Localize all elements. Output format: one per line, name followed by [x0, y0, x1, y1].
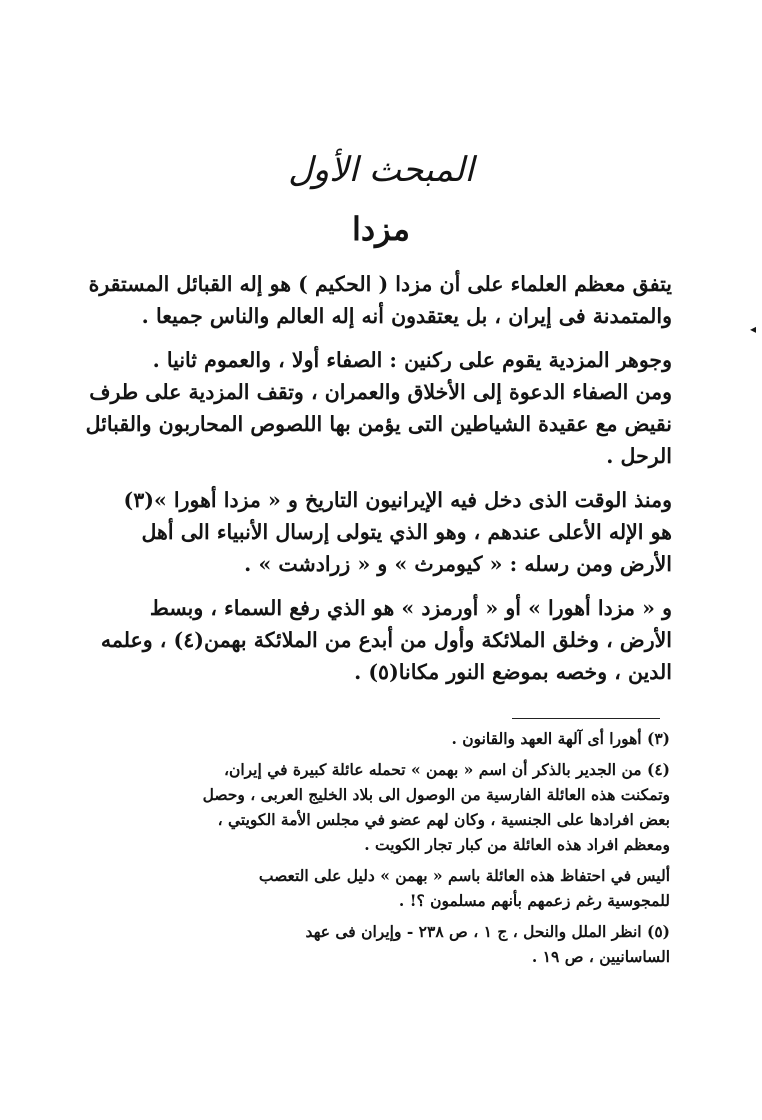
- footnote: [124, 757, 670, 857]
- footnote: [124, 919, 670, 969]
- footnote-line: الساسانيين ، ص ١٩ .: [531, 947, 670, 966]
- footnote-line: (٣) أهورا أى آلهة العهد والقانون .: [451, 729, 670, 748]
- text-line: الدين ، وخصه بموضع النور مكانا(٥) .: [354, 660, 672, 684]
- text-line: وجوهر المزدية يقوم على ركنين : الصفاء أولا ، والعموم ثانيا .: [152, 348, 672, 372]
- footnote-divider: [512, 718, 660, 719]
- footnote-line: وتمكنت هذه العائلة الفارسية من الوصول الى بلاد الخليج العربى ، وحصل: [202, 785, 670, 804]
- footnote: [124, 726, 670, 751]
- text-line: الأرض ومن رسله : « كيومرث » و « زرادشت » .: [244, 552, 672, 576]
- text-line: هو الإله الأعلى عندهم ، وهو الذي يتولى إرسال الأنبياء الى أهل: [141, 520, 672, 544]
- paragraph: [116, 484, 672, 580]
- margin-mark: ◂: [750, 322, 757, 336]
- text-line: الأرض ، وخلق الملائكة وأول من أبدع من الملائكة بهمن(٤) ، وعلمه: [100, 628, 672, 652]
- body-text: [85, 268, 672, 700]
- paragraph: [88, 268, 672, 332]
- text-line: يتفق معظم العلماء على أن مزدا ( الحكيم ) هو إله القبائل المستقرة: [88, 272, 672, 296]
- text-line: و « مزدا أهورا » أو « أورمزد » هو الذي رفع السماء ، وبسط: [149, 596, 672, 620]
- footnote-line: ومعظم افراد هذه العائلة من كبار تجار الكويت .: [364, 835, 670, 854]
- footnote-line: أليس في احتفاظ هذه العائلة باسم « بهمن » دليل على التعصب: [258, 866, 670, 885]
- footnote-line: للمجوسية رغم زعمهم بأنهم مسلمون ؟! .: [398, 891, 670, 910]
- footnotes: [124, 726, 670, 975]
- paragraph: [100, 592, 672, 688]
- text-line: ومنذ الوقت الذى دخل فيه الإيرانيون التاريخ و « مزدا أهورا »(٣): [123, 488, 672, 512]
- footnote: [124, 863, 670, 913]
- text-line: والمتمدنة فى إيران ، بل يعتقدون أنه إله العالم والناس جميعا .: [141, 304, 672, 328]
- paragraph: [85, 344, 672, 472]
- text-line: نقيض مع عقيدة الشياطين التى يؤمن بها اللصوص المحاربون والقبائل: [85, 412, 672, 436]
- section-title: مزدا: [352, 210, 410, 248]
- text-line: الرحل .: [606, 444, 672, 468]
- chapter-title: المبحث الأول: [288, 150, 474, 190]
- footnote-line: بعض افرادها على الجنسية ، وكان لهم عضو في مجلس الأمة الكويتي ،: [217, 810, 670, 829]
- footnote-line: (٤) من الجدير بالذكر أن اسم « بهمن » تحمله عائلة كبيرة في إيران،: [223, 760, 670, 779]
- text-line: ومن الصفاء الدعوة إلى الأخلاق والعمران ، وتقف المزدية على طرف: [89, 380, 672, 404]
- footnote-line: (٥) انظر الملل والنحل ، ج ١ ، ص ٢٣٨ - وإيران فى عهد: [305, 922, 670, 941]
